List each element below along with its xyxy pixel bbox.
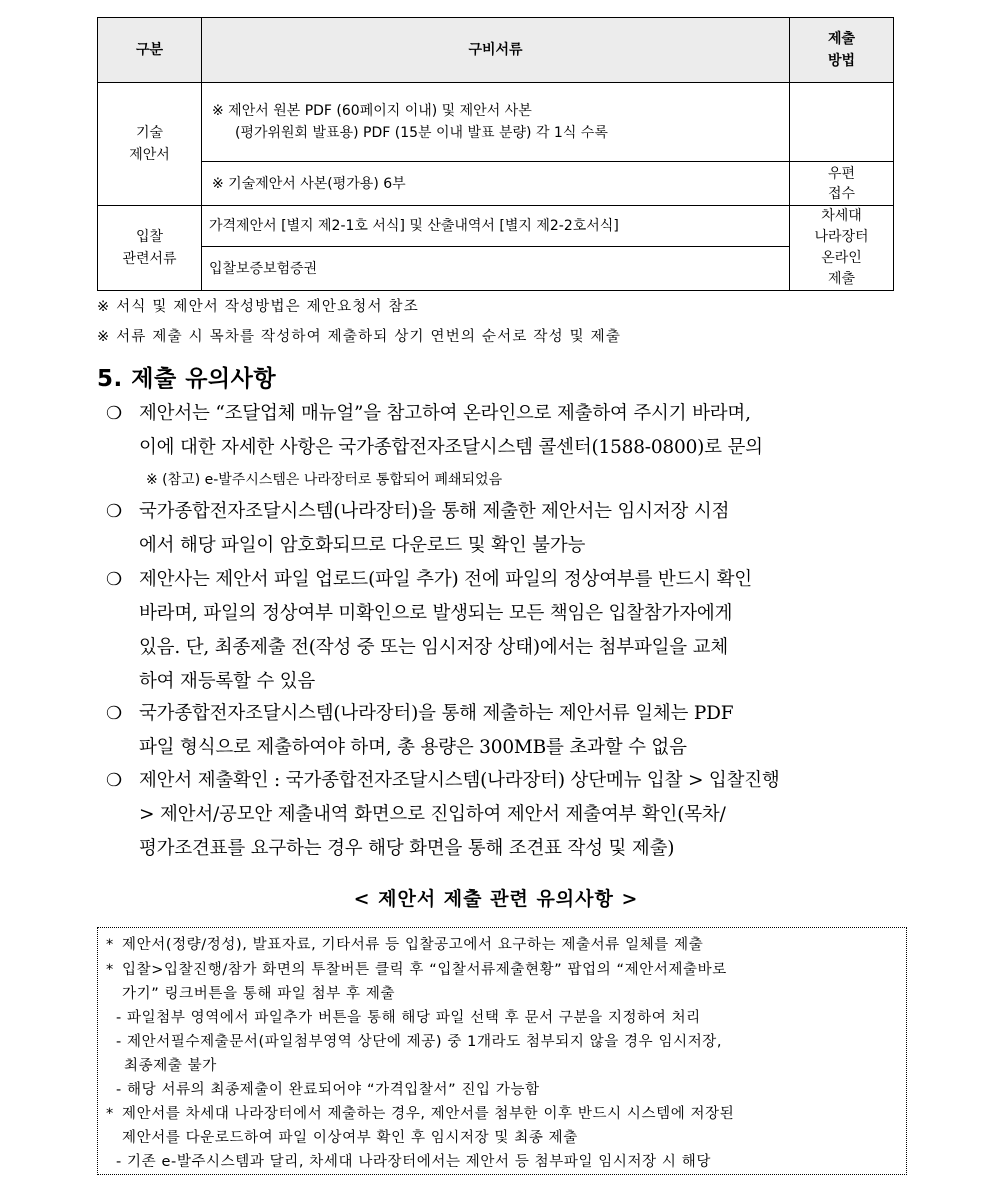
bid-documents-label [98, 206, 202, 291]
header-method-line1: 제출 [827, 31, 856, 47]
section-title: 5. 제출 유의사항 [97, 366, 277, 392]
bullet-marker: ❍ [106, 403, 123, 424]
bullet-line: > 제안서/공모안 제출내역 화면으로 진입하여 제안서 제출여부 확인(목차/ [139, 804, 726, 825]
notice-line-text: - 해당 서류의 최종제출이 완료되어야 “가격입찰서” 진입 가능함 [116, 1082, 540, 1098]
table-row [98, 83, 894, 162]
bullet-line: 제안사는 제안서 파일 업로드(파일 추가) 전에 파일의 정상여부를 반드시 확인 [139, 569, 752, 590]
tech-proposal-label [98, 83, 202, 206]
bullet-line: 바라며, 파일의 정상여부 미확인으로 발생되는 모든 책임은 입찰참가자에게 [139, 603, 733, 624]
notice-box-title: < 제안서 제출 관련 유의사항 > [353, 888, 639, 910]
notice-box [97, 927, 907, 1175]
bid-row1: 가격제안서 [별지 제2-1호 서식] 및 산출내역서 [별지 제2-2호서식] [202, 206, 790, 247]
bullet-line: 제안서 제출확인 : 국가종합전자조달시스템(나라장터) 상단메뉴 입찰 > 입찰진행 [139, 770, 780, 791]
notice-line-text: 가기” 링크버튼을 통해 파일 첨부 후 제출 [122, 986, 396, 1002]
bid-method-line2: 나라장터 [814, 229, 869, 245]
notice-line-text: - 기존 e-발주시스템과 달리, 차세대 나라장터에서는 제안서 등 첨부파일 임시저장 시 해당 [116, 1154, 711, 1170]
bullet-line: 에서 해당 파일이 암호화되므로 다운로드 및 확인 불가능 [139, 535, 586, 556]
bullet-line: 국가종합전자조달시스템(나라장터)을 통해 제출한 제안서는 임시저장 시점 [139, 501, 730, 522]
asterisk-marker: * [106, 962, 114, 978]
table-header-row [98, 18, 894, 83]
bid-label-line2: 관련서류 [122, 251, 177, 267]
bullet-line: 평가조견표를 요구하는 경우 해당 화면을 통해 조견표 작성 및 제출) [139, 838, 675, 859]
notice-line-text: 제안서를 다운로드하여 파일 이상여부 확인 후 임시저장 및 최종 제출 [122, 1130, 578, 1146]
header-category: 구분 [98, 18, 202, 83]
table-row [98, 162, 894, 206]
bullet-line: 국가종합전자조달시스템(나라장터)을 통해 제출하는 제안서류 일체는 PDF [139, 703, 734, 724]
bullet-marker: ❍ [106, 501, 123, 522]
tech-label-line1: 기술 [135, 125, 164, 141]
table-row [98, 247, 894, 291]
bullet-line: 파일 형식으로 제출하여야 하며, 총 용량은 300MB를 초과할 수 없음 [139, 737, 687, 758]
tech-method-line1: 우편 [827, 165, 856, 182]
bullet-line: 이에 대한 자세한 사항은 국가종합전자조달시스템 콜센터(1588-0800)로 문의 [139, 437, 763, 458]
bullet-marker: ❍ [106, 569, 123, 590]
bullet-marker: ❍ [106, 770, 123, 791]
header-method [790, 18, 894, 83]
tech-row2 [202, 162, 790, 206]
tech-method-line2: 접수 [827, 185, 856, 202]
header-method-line2: 방법 [827, 53, 856, 69]
notice-line-text: 입찰>입찰진행/참가 화면의 투찰버튼 클릭 후 “입찰서류제출현황” 팝업의 “제안서제출바로 [122, 962, 727, 978]
tech-row1-method [790, 83, 894, 162]
notice-line-text: - 파일첨부 영역에서 파일추가 버튼을 통해 해당 파일 선택 후 문서 구분을 지정하여 처리 [116, 1010, 701, 1026]
table-row [98, 206, 894, 247]
tech-label-line2: 제안서 [129, 147, 170, 163]
bid-method-line3: 온라인 [821, 250, 862, 266]
notice-line-text: - 제안서필수제출문서(파일첨부영역 상단에 제공) 중 1개라도 첨부되지 않을 경우 임시저장, [116, 1034, 723, 1050]
bullet-line: 있음. 단, 최종제출 전(작성 중 또는 임시저장 상태)에서는 첨부파일을 교체 [139, 637, 728, 658]
bullet-line: 제안서는 “조달업체 매뉴얼”을 참고하여 온라인으로 제출하여 주시기 바라며, [139, 403, 751, 424]
note-line-2: ※ 서류 제출 시 목차를 작성하여 제출하되 상기 연번의 순서로 작성 및 제출 [97, 329, 622, 345]
tech-row1-line2: (평가위원회 발표용) PDF (15분 이내 발표 분량) 각 1식 수록 [235, 125, 608, 141]
bullet-marker: ❍ [106, 703, 123, 724]
asterisk-marker: * [106, 1106, 114, 1122]
bullet-sub-note: ※ (참고) e-발주시스템은 나라장터로 통합되어 폐쇄되었음 [146, 472, 503, 488]
notice-line-text: 제안서(정량/정성), 발표자료, 기타서류 등 입찰공고에서 요구하는 제출서류 일체를 제출 [122, 937, 704, 953]
asterisk-marker: * [106, 937, 114, 953]
note-line-1: ※ 서식 및 제안서 작성방법은 제안요청서 참조 [97, 299, 419, 315]
bullet-line: 하여 재등록할 수 있음 [139, 671, 316, 692]
tech-row2-text: ※ 기술제안서 사본(평가용) 6부 [212, 175, 406, 192]
bid-row2: 입찰보증보험증권 [202, 247, 790, 291]
tech-method [790, 162, 894, 206]
bid-method-line4: 제출 [827, 271, 856, 287]
header-documents: 구비서류 [202, 18, 790, 83]
tech-row1 [202, 83, 790, 162]
notice-line-text: 제안서를 차세대 나라장터에서 제출하는 경우, 제안서를 첨부한 이후 반드시 시스템에 저장된 [122, 1106, 735, 1122]
tech-row1-line1: ※ 제안서 원본 PDF (60페이지 이내) 및 제안서 사본 [212, 103, 532, 119]
submission-documents-table [97, 17, 894, 291]
bid-label-line1: 입찰 [135, 229, 164, 245]
bid-method [790, 206, 894, 291]
notice-line-text: 최종제출 불가 [124, 1058, 217, 1074]
bid-method-line1: 차세대 [821, 208, 862, 224]
